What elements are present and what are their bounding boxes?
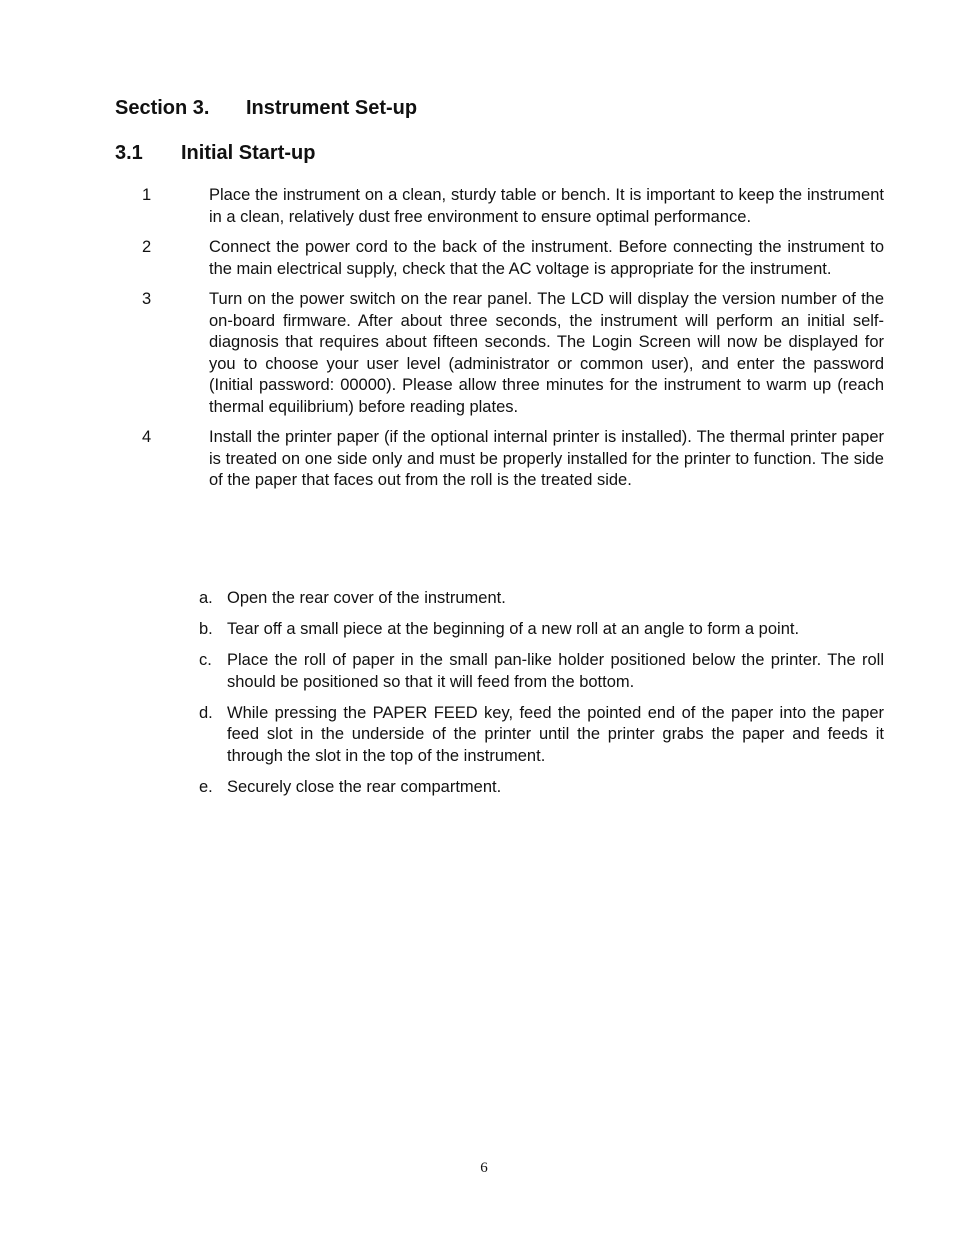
step-number: 2: [142, 238, 152, 256]
substep-text: While pressing the PAPER FEED key, feed the pointed end of the paper into the paper feed slot in the underside of the printer until the printer grabs the paper and feeds it through the slot in the top of the instrument.: [227, 703, 884, 765]
step-text: Place the instrument on a clean, sturdy table or bench. It is important to keep the instrument in a clean, relatively dust free environment to ensure optimal performance.: [209, 186, 884, 226]
substep-text: Tear off a small piece at the beginning of a new roll at an angle to form a point.: [227, 620, 800, 638]
section-heading: [115, 97, 417, 120]
step-item: [140, 237, 884, 280]
substep-item: [197, 619, 884, 641]
step-item: [140, 289, 884, 418]
steps-list: [140, 185, 884, 501]
substep-letter: e.: [199, 777, 213, 796]
section-number: Section 3.: [115, 97, 210, 119]
step-item: [140, 185, 884, 228]
step-text: Turn on the power switch on the rear panel. The LCD will display the version number of the on-board firmware. After about three seconds, the instrument will perform an initial self-diagnosis that requires about fifteen seconds. The Login Screen will now be displayed for you to choose your user level (administrator or common user), and enter the password (Initial password: 00000). Please allow three minutes for the instrument to warm up (reach thermal equilibrium) before reading plates.: [209, 290, 884, 416]
step-number: 1: [142, 186, 152, 204]
substep-text: Place the roll of paper in the small pan-like holder positioned below the printer. The roll should be positioned so that it will feed from the bottom.: [227, 651, 884, 691]
step-text: Connect the power cord to the back of the instrument. Before connecting the instrument to the main electrical supply, check that the AC voltage is appropriate for the instrument.: [209, 238, 884, 278]
substep-letter: a.: [199, 589, 213, 607]
substep-text: Open the rear cover of the instrument.: [227, 589, 506, 607]
substep-item: [197, 650, 884, 693]
step-number: 4: [142, 428, 152, 446]
substep-item: [197, 777, 884, 799]
step-number: 3: [142, 290, 152, 308]
step-item: [140, 427, 884, 492]
substep-item: [197, 703, 884, 768]
substep-item: [197, 588, 884, 610]
subsection-heading: [115, 142, 315, 165]
substep-text: Securely close the rear compartment.: [227, 777, 502, 796]
substep-letter: c.: [199, 651, 212, 669]
substep-letter: b.: [199, 620, 213, 638]
step-text: Install the printer paper (if the optional internal printer is installed). The thermal printer paper is treated on one side only and must be properly installed for the printer to function. The side of the paper that faces out from the roll is the treated side.: [209, 428, 884, 489]
section-title: Instrument Set-up: [246, 97, 418, 119]
substeps-list: [197, 588, 884, 808]
subsection-number: 3.1: [115, 142, 143, 164]
subsection-title: Initial Start-up: [181, 142, 316, 164]
page-number: 6: [480, 1160, 488, 1176]
substep-letter: d.: [199, 703, 213, 722]
